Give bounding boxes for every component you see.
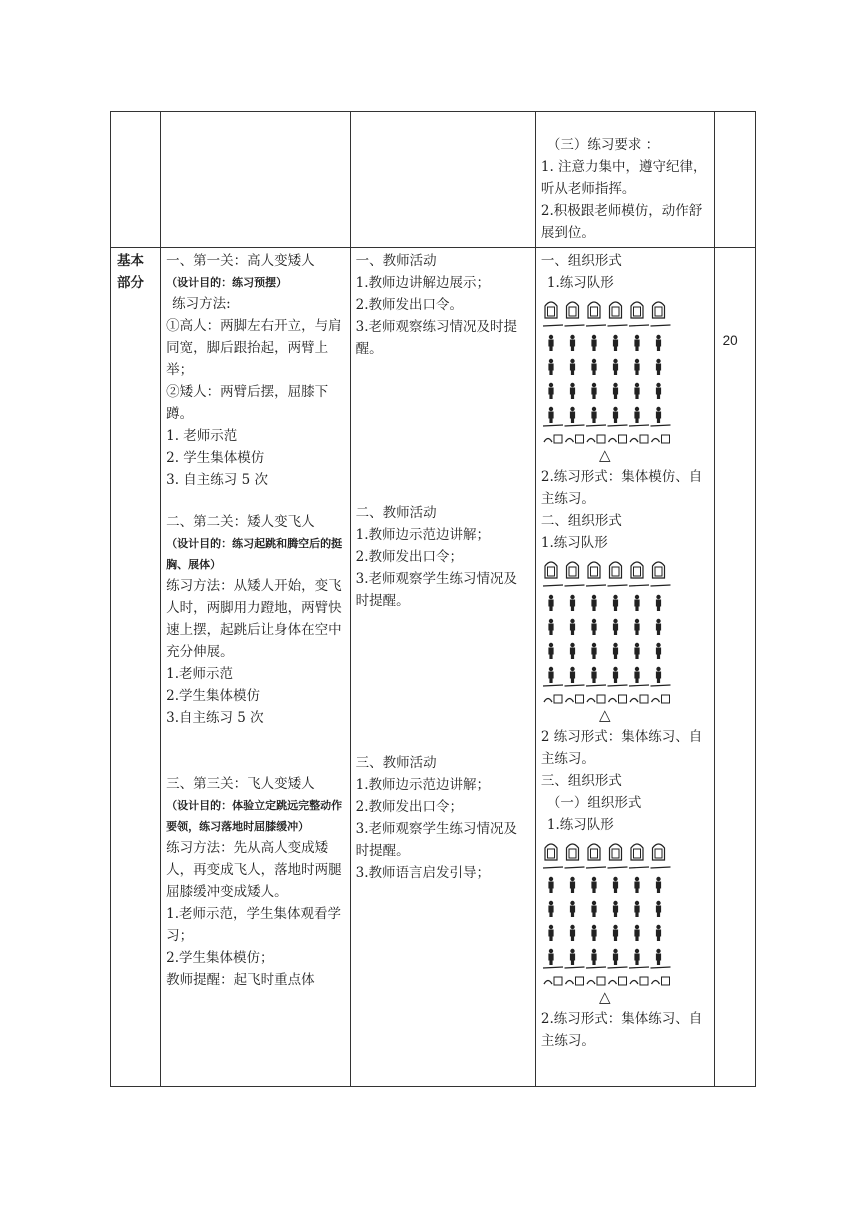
student-icon <box>656 949 661 965</box>
student-icon <box>570 667 575 683</box>
formation-diagram <box>541 556 709 724</box>
floor-line <box>607 585 627 586</box>
floor-line <box>564 585 584 586</box>
mat-inner-icon <box>633 567 640 576</box>
student-icon <box>591 595 596 611</box>
student-icon <box>591 877 596 893</box>
floor-line <box>586 967 606 968</box>
floor-line <box>564 425 584 426</box>
box-icon <box>640 695 648 703</box>
mat-inner-icon <box>547 849 554 858</box>
floor-line <box>586 867 606 868</box>
requirement-item: 1. 注意力集中，遵守纪律，听从老师指挥。 <box>540 159 707 197</box>
student-icon <box>613 901 618 917</box>
student-icon <box>613 877 618 893</box>
org-title: 一、组织形式 <box>540 253 622 269</box>
table-row-basic-part <box>111 248 756 1087</box>
box-icon <box>597 977 605 985</box>
teacher-activity-title: 二、教师活动 <box>355 505 437 521</box>
box-icon <box>554 977 562 985</box>
floor-line <box>629 867 649 868</box>
mat-inner-icon <box>633 307 640 316</box>
mat-inner-icon <box>590 849 597 858</box>
floor-line <box>607 685 627 686</box>
student-icon <box>591 383 596 399</box>
student-icon <box>613 595 618 611</box>
org-title: 三、组织形式 <box>540 773 622 789</box>
student-icon <box>634 383 639 399</box>
content-item: 2. 学生集体模仿 <box>166 450 265 466</box>
design-purpose-note: （设计目的：练习预摆） <box>166 276 288 289</box>
student-icon <box>656 335 661 351</box>
arc-icon <box>565 439 573 443</box>
student-icon <box>613 383 618 399</box>
student-icon <box>570 619 575 635</box>
teacher-activity-title: 一、教师活动 <box>355 253 437 269</box>
floor-line <box>607 967 627 968</box>
floor-line <box>564 325 584 326</box>
mat-inner-icon <box>590 567 597 576</box>
student-icon <box>656 643 661 659</box>
arc-icon <box>544 439 552 443</box>
cell-empty <box>161 112 351 248</box>
student-icon <box>634 925 639 941</box>
arc-icon <box>587 981 595 985</box>
requirements-title: （三）练习要求 ： <box>546 137 660 153</box>
floor-line <box>650 685 670 686</box>
student-icon <box>548 667 553 683</box>
student-icon <box>634 949 639 965</box>
student-icon <box>656 383 661 399</box>
mat-inner-icon <box>655 307 662 316</box>
practice-form: 2 练习形式：集体练习、自主练习。 <box>540 729 703 767</box>
arc-icon <box>608 981 616 985</box>
student-icon <box>656 877 661 893</box>
content-item: 1.老师示范 <box>166 666 233 682</box>
floor-line <box>607 425 627 426</box>
student-icon <box>570 335 575 351</box>
mat-inner-icon <box>612 849 619 858</box>
student-icon <box>548 925 553 941</box>
teacher-activity-item: 2.教师发出口令。 <box>355 297 464 313</box>
floor-line <box>629 325 649 326</box>
teacher-activity-item: 1.教师边讲解边展示； <box>355 275 491 291</box>
floor-line <box>607 325 627 326</box>
mat-inner-icon <box>569 567 576 576</box>
arc-icon <box>587 699 595 703</box>
student-icon <box>634 877 639 893</box>
arc-icon <box>630 699 638 703</box>
student-icon <box>613 335 618 351</box>
arc-icon <box>608 699 616 703</box>
student-icon <box>634 335 639 351</box>
arc-icon <box>651 699 659 703</box>
student-icon <box>591 619 596 635</box>
floor-line <box>564 967 584 968</box>
student-icon <box>656 595 661 611</box>
content-item: 1.老师示范，学生集体观看学习； <box>166 906 341 944</box>
floor-line <box>543 585 563 586</box>
cell-organization <box>535 248 714 1087</box>
content-item: 3.自主练习 5 次 <box>166 710 264 726</box>
student-icon <box>570 901 575 917</box>
teacher-activity-item: 2.教师发出口令； <box>355 799 464 815</box>
teacher-activity-item: 1.教师边示范边讲解； <box>355 777 491 793</box>
student-icon <box>548 619 553 635</box>
student-icon <box>656 901 661 917</box>
student-icon <box>591 925 596 941</box>
student-icon <box>548 595 553 611</box>
mat-inner-icon <box>547 307 554 316</box>
floor-line <box>650 967 670 968</box>
student-icon <box>591 667 596 683</box>
student-icon <box>548 407 553 423</box>
student-icon <box>613 407 618 423</box>
org-subtitle: 1.练习队形 <box>546 817 614 833</box>
section-title: 三、第三关：飞人变矮人 <box>166 776 315 792</box>
floor-line <box>543 967 563 968</box>
floor-line <box>629 967 649 968</box>
student-icon <box>613 359 618 375</box>
floor-line <box>586 685 606 686</box>
student-icon <box>570 383 575 399</box>
student-icon <box>613 619 618 635</box>
requirement-item: 2.积极跟老师模仿，动作舒展到位。 <box>540 203 703 241</box>
student-icon <box>570 643 575 659</box>
floor-line <box>543 867 563 868</box>
teacher-activity-title: 三、教师活动 <box>355 755 437 771</box>
floor-line <box>543 685 563 686</box>
floor-line <box>650 425 670 426</box>
cell-empty <box>714 112 755 248</box>
part-label: 基本部分 <box>111 248 161 1087</box>
box-icon <box>575 695 583 703</box>
floor-line <box>543 325 563 326</box>
floor-line <box>650 867 670 868</box>
teacher-activity-item: 2.教师发出口令； <box>355 549 464 565</box>
student-icon <box>656 619 661 635</box>
cell-empty <box>350 112 535 248</box>
student-icon <box>656 407 661 423</box>
floor-line <box>607 867 627 868</box>
cell-empty <box>111 112 161 248</box>
arc-icon <box>587 439 595 443</box>
student-icon <box>570 359 575 375</box>
box-icon <box>618 435 626 443</box>
section-title: 二、第二关：矮人变飞人 <box>166 514 315 530</box>
mat-inner-icon <box>633 849 640 858</box>
student-icon <box>548 949 553 965</box>
student-icon <box>570 925 575 941</box>
box-icon <box>597 435 605 443</box>
table-row-requirements <box>111 112 756 248</box>
student-icon <box>634 359 639 375</box>
org-subtitle: 1.练习队形 <box>540 535 608 551</box>
method-text: 练习方法：先从高人变成矮人，再变成飞人，落地时两腿屈膝缓冲变成矮人。 <box>166 840 342 900</box>
teacher-activity-item: 3.老师观察学生练习情况及时提醒。 <box>355 571 518 609</box>
teacher-mark-icon: △ <box>598 706 611 724</box>
floor-line <box>586 325 606 326</box>
box-icon <box>575 435 583 443</box>
student-icon <box>656 925 661 941</box>
student-icon <box>634 595 639 611</box>
formation-diagram <box>541 838 709 1006</box>
teacher-activity-item: 3.老师观察练习情况及时提醒。 <box>355 319 518 357</box>
student-icon <box>548 359 553 375</box>
student-icon <box>570 877 575 893</box>
floor-line <box>564 867 584 868</box>
floor-line <box>564 685 584 686</box>
design-purpose-note: （设计目的：体验立定跳远完整动作要领，练习落地时屈膝缓冲） <box>166 799 343 833</box>
content-item: 教师提醒：起飞时重点体 <box>166 972 315 988</box>
mat-inner-icon <box>655 567 662 576</box>
content-item: 2.学生集体模仿 <box>166 688 260 704</box>
teacher-activity-item: 1.教师边示范边讲解； <box>355 527 491 543</box>
student-icon <box>634 667 639 683</box>
floor-line <box>629 685 649 686</box>
org-title: 二、组织形式 <box>540 513 622 529</box>
floor-line <box>543 425 563 426</box>
student-icon <box>591 643 596 659</box>
floor-line <box>586 425 606 426</box>
box-icon <box>661 435 669 443</box>
student-icon <box>570 949 575 965</box>
floor-line <box>629 585 649 586</box>
teacher-activity-item: 3.老师观察学生练习情况及时提醒。 <box>355 821 518 859</box>
cell-teacher-activity <box>350 248 535 1087</box>
student-icon <box>591 949 596 965</box>
design-purpose-note: （设计目的：练习起跳和腾空后的挺胸、展体） <box>166 537 343 571</box>
student-icon <box>548 383 553 399</box>
student-icon <box>656 359 661 375</box>
mat-inner-icon <box>655 849 662 858</box>
arc-icon <box>544 699 552 703</box>
student-icon <box>613 925 618 941</box>
formation-diagram <box>541 296 709 464</box>
arc-icon <box>565 699 573 703</box>
student-icon <box>634 407 639 423</box>
floor-line <box>650 585 670 586</box>
student-icon <box>634 619 639 635</box>
method-label: 练习方法: <box>172 296 231 312</box>
lesson-plan-table <box>110 111 756 1087</box>
content-item: 3. 自主练习 5 次 <box>166 472 268 488</box>
cell-requirements <box>535 112 714 248</box>
student-icon <box>613 643 618 659</box>
arc-icon <box>651 981 659 985</box>
mat-inner-icon <box>612 307 619 316</box>
mat-inner-icon <box>612 567 619 576</box>
arc-icon <box>630 439 638 443</box>
org-subtitle: 1.练习队形 <box>546 275 614 291</box>
arc-icon <box>630 981 638 985</box>
method-text: 练习方法：从矮人开始，变飞人时，两脚用力蹬地，两臂快速上摆，起跳后让身体在空中充分伸展。 <box>166 578 342 660</box>
section-title: 一、第一关：高人变矮人 <box>166 253 315 269</box>
student-icon <box>548 901 553 917</box>
box-icon <box>575 977 583 985</box>
teacher-activity-item: 3.教师语言启发引导； <box>355 865 491 881</box>
content-item: 1. 老师示范 <box>166 428 238 444</box>
student-icon <box>548 877 553 893</box>
box-icon <box>640 977 648 985</box>
floor-line <box>650 325 670 326</box>
box-icon <box>661 977 669 985</box>
practice-form: 2.练习形式：集体模仿、自主练习。 <box>540 469 703 507</box>
practice-form: 2.练习形式：集体练习、自主练习。 <box>540 1011 703 1049</box>
mat-inner-icon <box>547 567 554 576</box>
content-item: 2.学生集体模仿； <box>166 950 274 966</box>
box-icon <box>640 435 648 443</box>
student-icon <box>613 949 618 965</box>
content-item: ②矮人：两臂后摆，屈膝下蹲。 <box>166 384 329 422</box>
student-icon <box>591 901 596 917</box>
student-icon <box>634 643 639 659</box>
box-icon <box>554 695 562 703</box>
org-subtitle: （一）组织形式 <box>546 795 642 811</box>
student-icon <box>570 595 575 611</box>
student-icon <box>591 359 596 375</box>
student-icon <box>656 667 661 683</box>
mat-inner-icon <box>590 307 597 316</box>
arc-icon <box>608 439 616 443</box>
box-icon <box>554 435 562 443</box>
mat-inner-icon <box>569 307 576 316</box>
student-icon <box>591 407 596 423</box>
floor-line <box>586 585 606 586</box>
teacher-mark-icon: △ <box>598 988 611 1006</box>
student-icon <box>570 407 575 423</box>
student-icon <box>548 335 553 351</box>
box-icon <box>661 695 669 703</box>
arc-icon <box>651 439 659 443</box>
student-icon <box>613 667 618 683</box>
teacher-mark-icon: △ <box>598 446 611 464</box>
student-icon <box>591 335 596 351</box>
student-icon <box>548 643 553 659</box>
mat-inner-icon <box>569 849 576 858</box>
cell-content <box>161 248 351 1087</box>
box-icon <box>618 695 626 703</box>
content-item: ①高人：两脚左右开立，与肩同宽，脚后跟抬起，两臂上举； <box>166 318 342 378</box>
arc-icon <box>544 981 552 985</box>
time-minutes: 20 <box>714 248 755 1087</box>
arc-icon <box>565 981 573 985</box>
floor-line <box>629 425 649 426</box>
student-icon <box>634 901 639 917</box>
box-icon <box>597 695 605 703</box>
box-icon <box>618 977 626 985</box>
